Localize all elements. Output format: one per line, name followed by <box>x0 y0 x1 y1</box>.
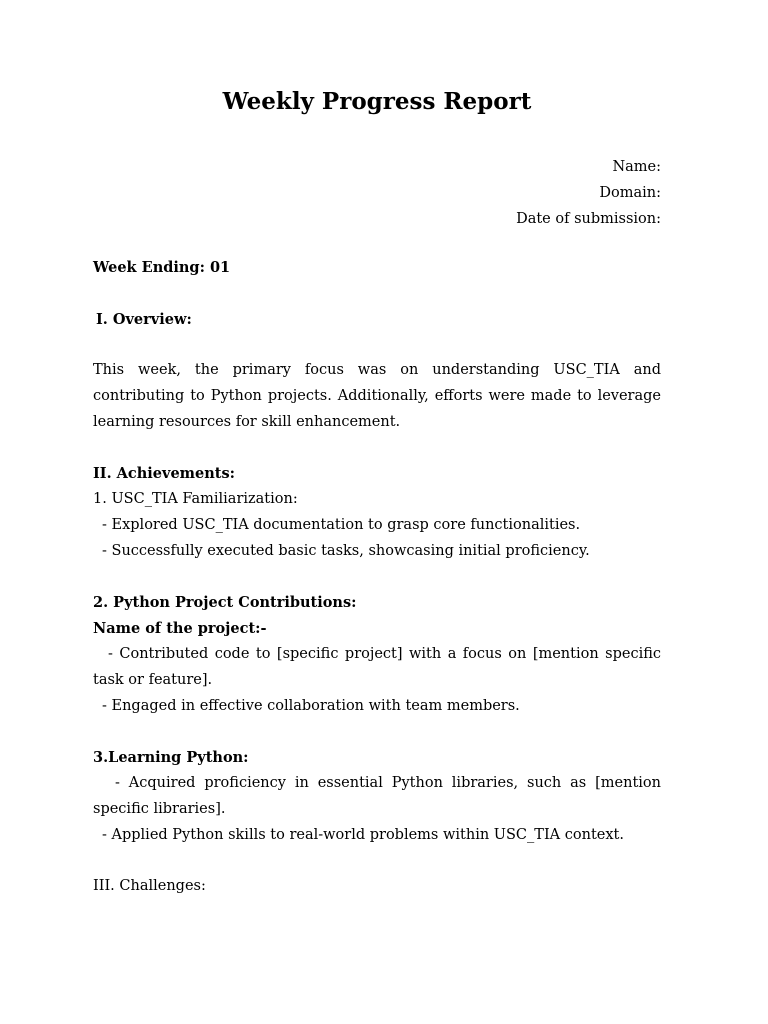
achievements-heading: II. Achievements: <box>93 465 235 483</box>
overview-heading: I. Overview: <box>96 310 192 328</box>
spacer <box>93 332 661 358</box>
challenges-heading: III. Challenges: <box>93 878 206 895</box>
spacer <box>93 436 661 462</box>
report-body <box>93 255 661 900</box>
date-of-submission-label: Date of submission: <box>516 211 661 227</box>
project-name-label: Name of the project:- <box>93 620 267 638</box>
achievement-3-heading: 3.Learning Python: <box>93 749 249 767</box>
achievement-3-bullet: - Acquired proficiency in essential Python libraries, such as [mention specific libraries]. <box>93 774 661 817</box>
overview-paragraph: This week, the primary focus was on understanding USC_TIA and contributing to Python projects. Additionally, efforts were made to leverage learning resources for skill enhancement. <box>93 362 661 430</box>
achievement-2-bullet: - Contributed code to [specific project] with a focus on [mention specific task or feature]. <box>93 645 661 688</box>
domain-label: Domain: <box>599 185 661 201</box>
spacer <box>93 848 661 874</box>
name-label: Name: <box>612 159 661 175</box>
spacer <box>93 719 661 745</box>
spacer <box>93 565 661 591</box>
achievement-1-heading: 1. USC_TIA Familiarization: <box>93 491 298 508</box>
page-title: Weekly Progress Report <box>222 88 532 115</box>
achievement-2-bullet: - Engaged in effective collaboration with team members. <box>102 697 520 714</box>
week-ending: Week Ending: 01 <box>93 259 231 276</box>
achievement-1-bullet: - Successfully executed basic tasks, showcasing initial proficiency. <box>102 542 590 559</box>
achievement-2-heading: 2. Python Project Contributions: <box>93 594 357 612</box>
spacer <box>93 281 661 307</box>
achievement-3-bullet: - Applied Python skills to real-world problems within USC_TIA context. <box>102 826 624 843</box>
achievement-1-bullet: - Explored USC_TIA documentation to grasp core functionalities. <box>102 516 581 533</box>
report-meta <box>516 154 661 232</box>
